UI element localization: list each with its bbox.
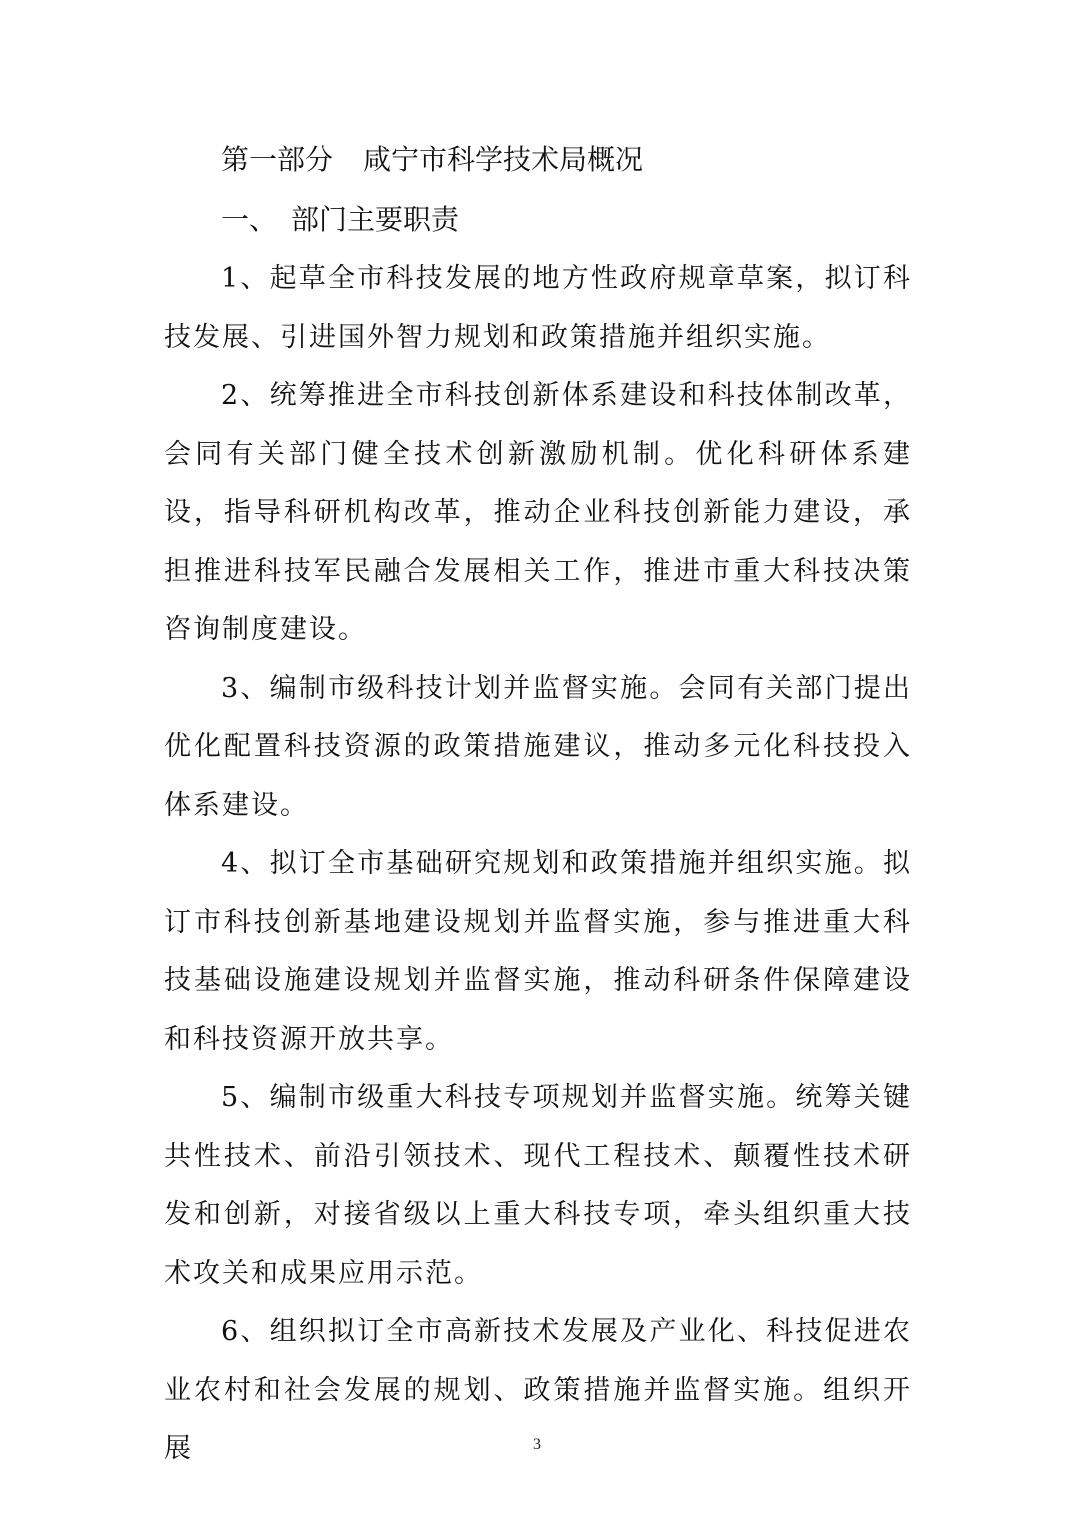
page-number: 3 bbox=[533, 1436, 541, 1453]
document-body bbox=[164, 130, 912, 1479]
section-number: 一、 bbox=[221, 203, 278, 236]
paragraph-5: 5、编制市级重大科技专项规划并监督实施。统筹关键共性技术、前沿引领技术、现代工程技术、颠覆性技术研发和创新，对接省级以上重大科技专项，牵头组织重大技术攻关和成果应用示范。 bbox=[164, 1082, 912, 1289]
paragraph-2: 2、统筹推进全市科技创新体系建设和科技体制改革，会同有关部门健全技术创新激励机制。优化科研体系建设，指导科研机构改革，推动企业科技创新能力建设，承担推进科技军民融合发展相关工作，推进市重大科技决策咨询制度建设。 bbox=[164, 380, 912, 645]
paragraph-3: 3、编制市级科技计划并监督实施。会同有关部门提出优化配置科技资源的政策措施建议，推动多元化科技投入体系建设。 bbox=[164, 672, 912, 821]
section-heading bbox=[164, 190, 912, 250]
part-heading bbox=[164, 130, 912, 190]
paragraph-1: 1、起草全市科技发展的地方性政府规章草案，拟订科技发展、引进国外智力规划和政策措施并组织实施。 bbox=[164, 263, 912, 353]
paragraph-6: 6、组织拟订全市高新技术发展及产业化、科技促进农业农村和社会发展的规划、政策措施并监督实施。组织开展 bbox=[164, 1316, 912, 1464]
part-title: 咸宁市科学技术局概况 bbox=[363, 143, 644, 176]
part-label: 第一部分 bbox=[221, 143, 334, 176]
paragraph-4: 4、拟订全市基础研究规划和政策措施并组织实施。拟订市科技创新基地建设规划并监督实施，参与推进重大科技基础设施建设规划并监督实施，推动科研条件保障建设和科技资源开放共享。 bbox=[164, 848, 912, 1055]
section-title: 部门主要职责 bbox=[291, 203, 460, 236]
